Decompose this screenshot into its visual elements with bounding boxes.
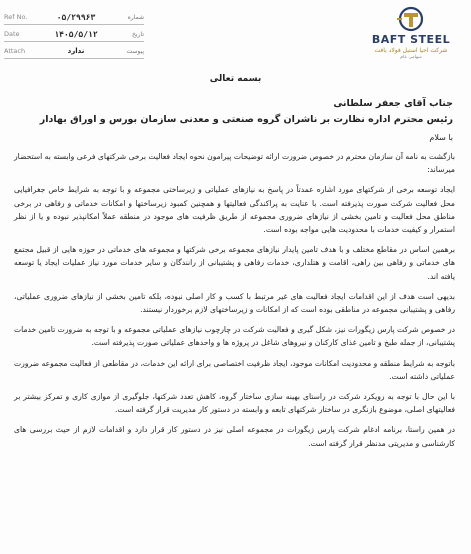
paragraph: بازگشت به نامه آن سازمان محترم در خصوص ضرورت ارائه توضیحات پیرامون نحوه ایجاد فعالیت برخی شرکتهای فرعی وابسته به استحضار میرساند: [14,152,455,175]
date-value: ۱۴۰۵/۵/۱۲ [54,29,98,39]
bismillah-heading: بسمه تعالی [209,74,262,84]
paragraph: باتوجه به شرایط منطقه و محدودیت امکانات موجود، ایجاد ظرفیت اختصاصی برای ارائه این خدمات، در مقاطعی از فعالیت مجموعه ضرورت عملیاتی داشته است. [14,358,455,381]
ref-number: ۰۵/۲۹۹۶۳ [56,12,96,22]
brand-name-fa: شرکت احیا استیل فولاد بافت [374,47,448,54]
brand-name: BAFT STEEL [371,33,451,46]
date-label-fa: تاریخ [132,30,144,38]
attachment-row [4,44,144,59]
paragraph: ایجاد توسعه برخی از شرکتهای مورد اشاره عمدتاً در پاسخ به نیازهای عملیاتی و زیرساختی مجموعه و با توجه به شرایط خاص جغرافیایی محل فعالیت شرکت صورت پذیرفته است. با عنایت به پراکندگی فعالیتها و همچنین کمبود زیرساختها و امکانات خدماتی و رفاهی در برخی مناطق محل فعالیت و تامین بخشی از نیازهای ضروری مجموعه از طریق ظرفیت های موجود در منطقه عملاً امکانپذیر نبوده و یا از نظر استمرار و کیفیت خدمات با محدودیت هایی مواجه بوده است. [14,185,455,235]
brand-subtitle: سهامی عام [400,55,422,60]
company-logo [361,6,461,62]
paragraph: برهمین اساس در مقاطع مختلف و با هدف تامین پایدار نیازهای مجموعه برخی شرکتها و مجموعه های خدماتی در حوزه هایی از قبیل مجتمع های خدماتی و رفاهی بین راهی، اقامت و هتلداری، خدمات رفاهی و پشتیبانی از رانندگان و سایر خدمات مورد نیاز عملیات ایجاد یا توسعه یافته اند. [14,245,455,281]
letter-body [14,150,455,457]
paragraph: در خصوص شرکت پارس زیگورات نیز، شکل گیری و فعالیت شرکت در چارچوب نیازهای عملیاتی مجموعه و با توجه به ضرورت تامین خدمات پشتیبانی، از جمله طبخ و تامین غذای کارکنان و نیروهای شاغل در پروژه ها و واحدهای عملیاتی صورت پذیرفته است. [14,325,455,348]
date-row [4,27,144,42]
attach-label-en: Attach [4,47,26,55]
date-label-en: Date [4,30,20,38]
ref-number-row [4,10,144,25]
attach-label-fa: پیوست [126,47,144,55]
recipient-name: جناب آقای جعفر سلطانی [333,98,453,109]
attach-value: ندارد [67,47,85,55]
paragraph: با این حال با توجه به رویکرد شرکت در راستای بهینه سازی ساختار گروه، کاهش تعدد شرکتها، جلوگیری از موازی کاری و تمرکز بیشتر بر فعالیتهای اصلی، موضوع بازنگری در ساختار شرکتهای تابعه و وابسته در دستور کار مدیریت قرار گرفته است. [14,392,455,415]
letter-meta [4,10,144,61]
ref-label-fa: شماره [127,13,144,21]
ref-label-en: Ref No. [4,13,28,21]
recipient-title: رئیس محترم اداره نظارت بر ناشران گروه صنعتی و معدنی سازمان بورس و اوراق بهادار [39,114,453,125]
paragraph: بدیهی است هدف از این اقدامات ایجاد فعالیت های غیر مرتبط با کسب و کار اصلی نبوده، بلکه تامین بخشی از نیازهای ضروری عملیاتی، رفاهی و پشتیبانی مجموعه در مناطقی بوده است که از امکانات و زیرساختهای لازم برخوردار نیستند. [14,291,455,315]
paragraph: در همین راستا، برنامه ادغام شرکت پارس زیگورات در مجموعه اصلی نیز در دستور کار قرار دارد و اقدامات لازم از حیث بررسی های کارشناسی و مدیریتی مدنظر قرار گرفته است. [14,425,455,448]
baft-steel-logo-icon [393,6,429,32]
greeting: با سلام [429,133,453,142]
